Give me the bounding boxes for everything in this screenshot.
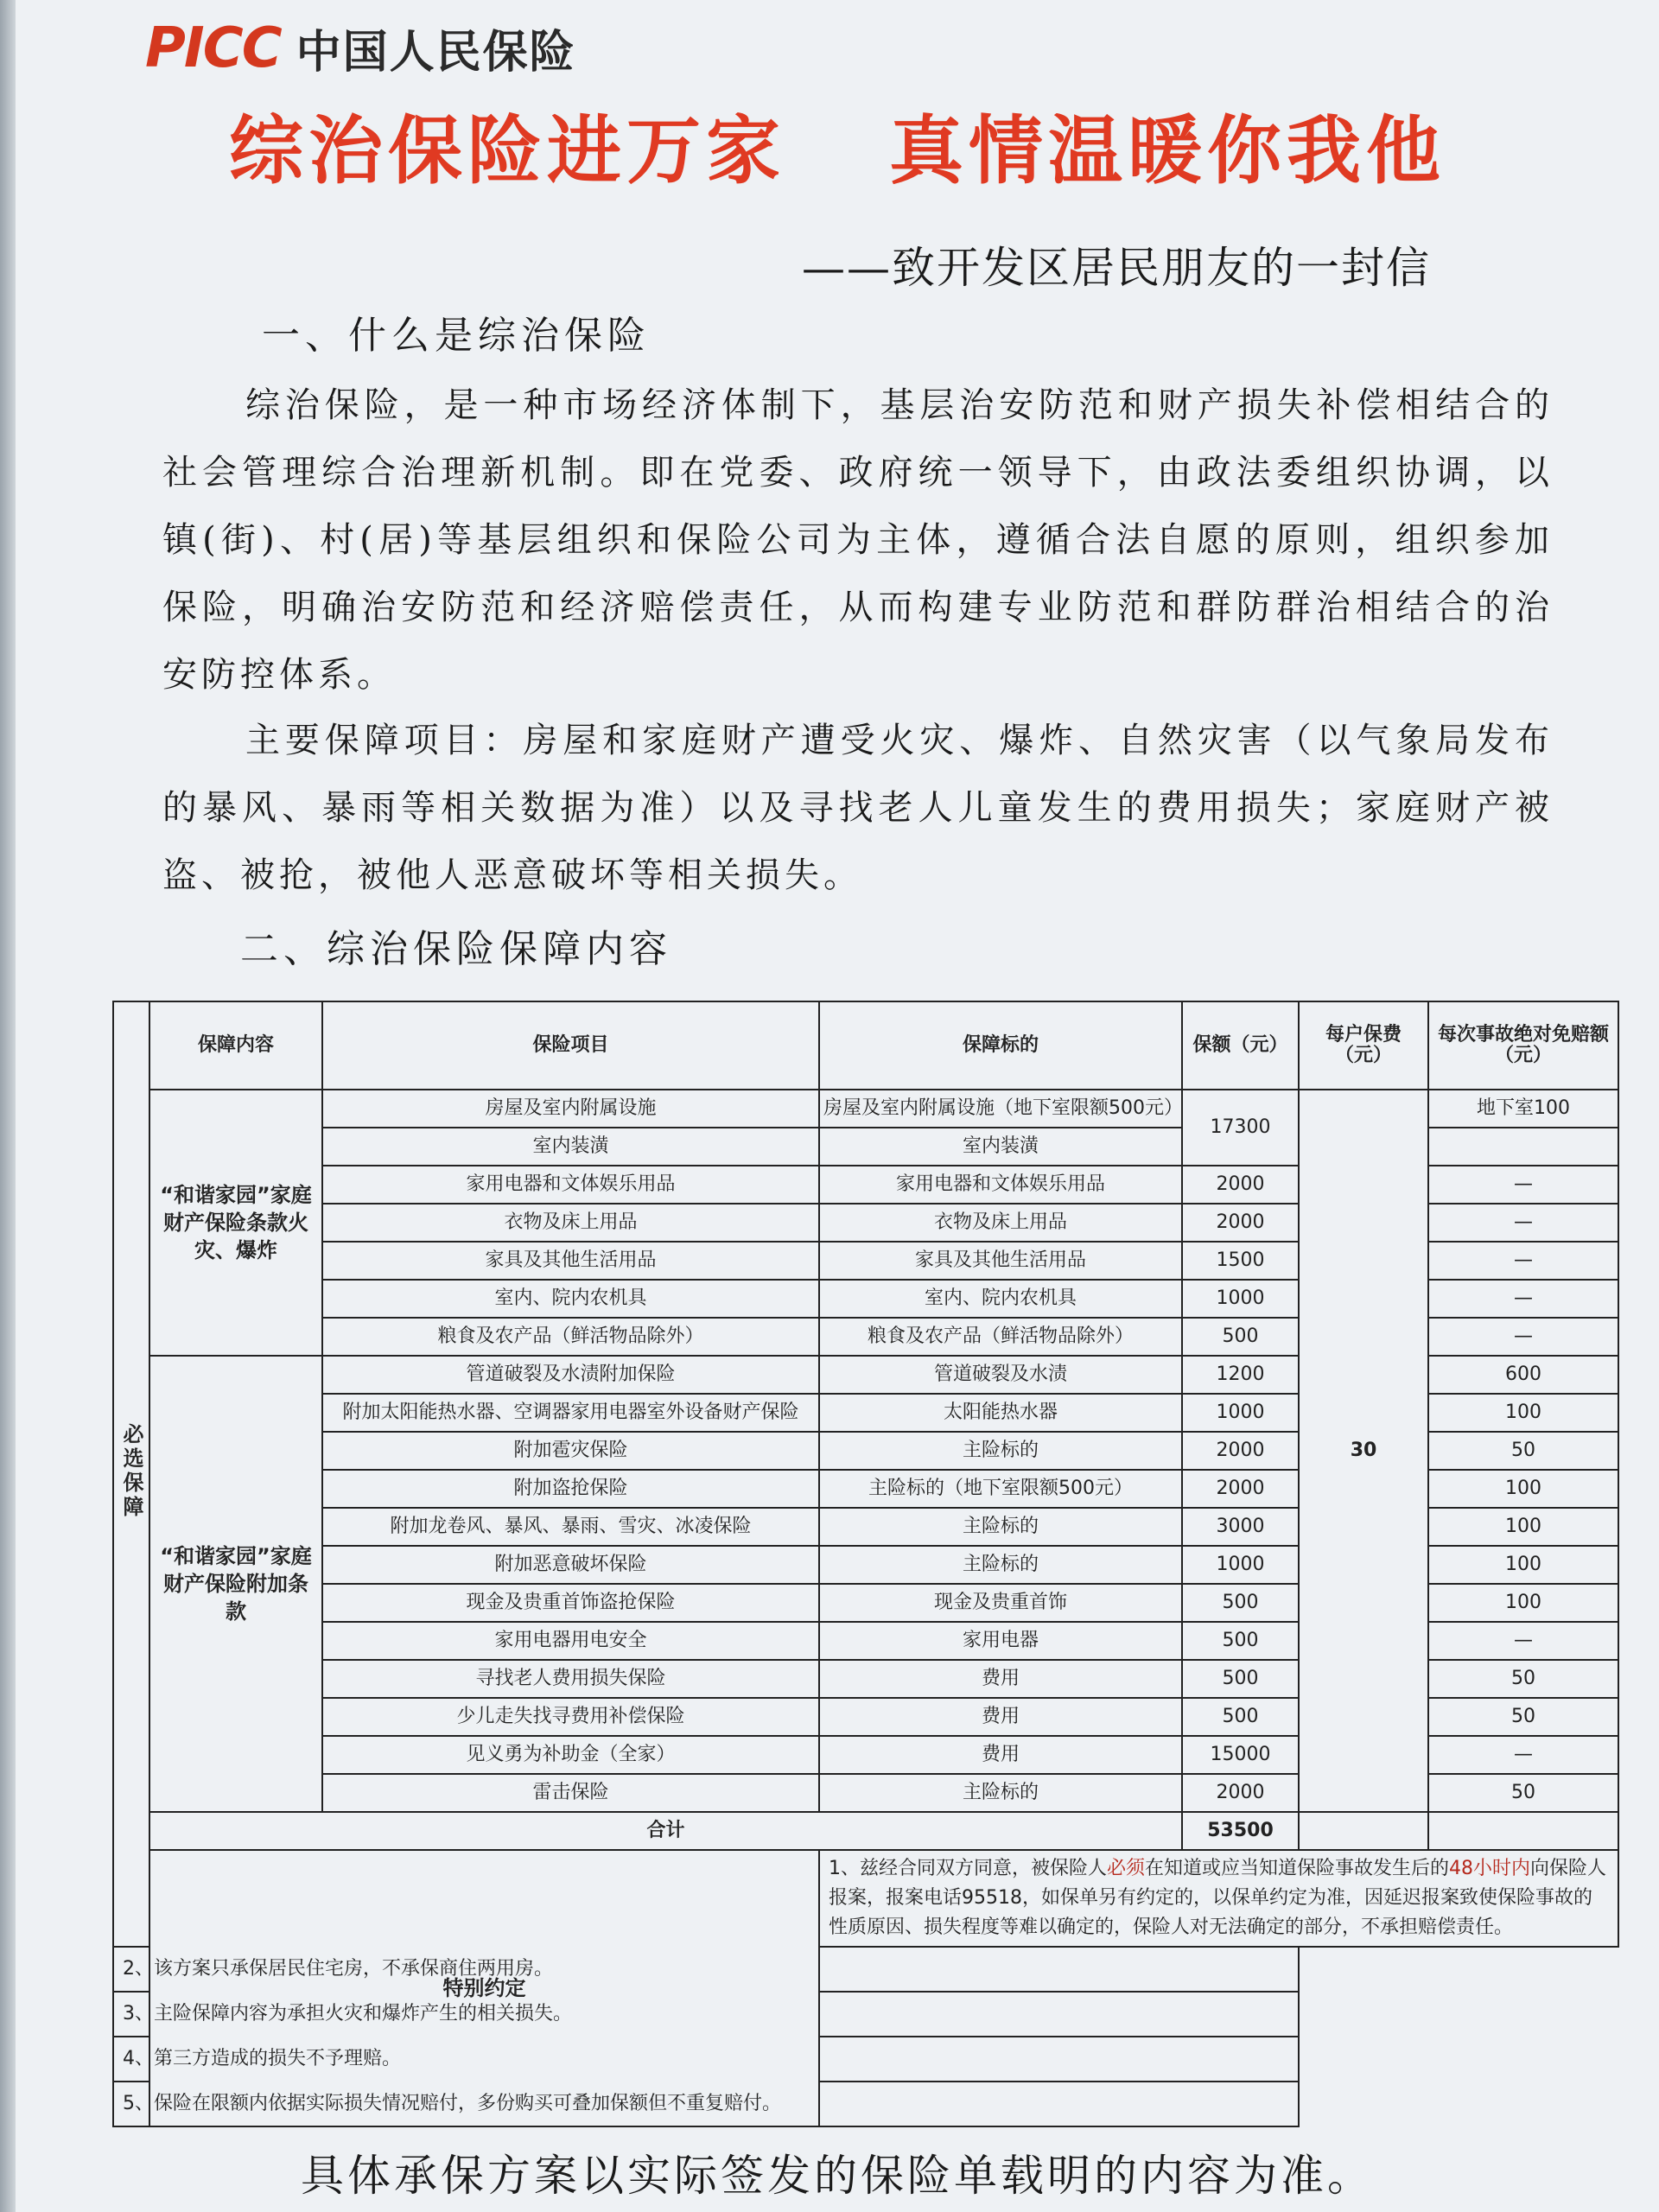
footer-note: 具体承保方案以实际签发的保险单载明的内容为准。 (301, 2151, 1374, 2201)
row-deductible: 100 (1428, 1584, 1618, 1622)
row-item: 附加龙卷风、暴风、暴雨、雪灾、冰凌保险 (322, 1508, 819, 1546)
row-item: 雷击保险 (322, 1774, 819, 1812)
special-row (113, 2037, 1618, 2082)
row-target: 粮食及农产品（鲜活物品除外） (819, 1318, 1182, 1356)
clause1-part-c: 在知道或应当知道保险事故发生后的 (1145, 1858, 1450, 1879)
row-deductible: 50 (1428, 1698, 1618, 1736)
special-row (113, 1947, 1618, 1992)
row-amount: 2000 (1182, 1166, 1299, 1204)
special-clause-4: 4、第三方造成的损失不予理赔。 (113, 2037, 1299, 2082)
row-amount: 1000 (1182, 1546, 1299, 1584)
section1-paragraph1: 综治保险，是一种市场经济体制下，基层治安防范和财产损失补偿相结合的社会管理综合治理新机制。即在党委、政府统一领导下，由政法委组织协调，以镇(街)、村(居)等基层组织和保险公司为主体，遵循合法自愿的原则，组织参加保险，明确治安防范和经济赔偿责任，从而构建专业防范和群防群治相结合的治安防控体系。 (162, 385, 1554, 695)
side-label-cell (113, 1001, 149, 1947)
row-deductible: — (1428, 1280, 1618, 1318)
total-row (113, 1812, 1618, 1850)
row-amount: 500 (1182, 1584, 1299, 1622)
special-clause-3: 3、主险保障内容为承担火灾和爆炸产生的相关损失。 (113, 1992, 1299, 2037)
row-item: 附加恶意破坏保险 (322, 1546, 819, 1584)
header-item: 保险项目 (322, 1001, 819, 1090)
row-deductible: — (1428, 1204, 1618, 1242)
row-target: 现金及贵重首饰 (819, 1584, 1182, 1622)
section1-heading: 一、什么是综治保险 (262, 314, 651, 358)
row-deductible: 100 (1428, 1546, 1618, 1584)
row-amount: 3000 (1182, 1508, 1299, 1546)
row-item: 衣物及床上用品 (322, 1204, 819, 1242)
row-deductible: 地下室100 (1428, 1090, 1618, 1128)
row-target: 室内、院内农机具 (819, 1280, 1182, 1318)
row-deductible: — (1428, 1166, 1618, 1204)
row-target: 房屋及室内附属设施（地下室限额500元） (819, 1090, 1182, 1128)
row-deductible: 100 (1428, 1470, 1618, 1508)
side-label: 必选保障 (119, 1422, 143, 1520)
row-amount: 2000 (1182, 1470, 1299, 1508)
row-deductible: — (1428, 1736, 1618, 1774)
row-amount: 1500 (1182, 1242, 1299, 1280)
row-target: 家具及其他生活用品 (819, 1242, 1182, 1280)
row-item: 附加盗抢保险 (322, 1470, 819, 1508)
special-clause-2: 2、该方案只承保居民住宅房，不承保商住两用房。 (113, 1947, 1299, 1992)
special-row (113, 1992, 1618, 2037)
row-amount: 500 (1182, 1622, 1299, 1660)
row-deductible: 50 (1428, 1660, 1618, 1698)
row-deductible: 100 (1428, 1394, 1618, 1432)
page-edge-shadow (0, 0, 16, 2212)
row-target: 主险标的 (819, 1546, 1182, 1584)
row-deductible: 50 (1428, 1774, 1618, 1812)
row-target: 费用 (819, 1736, 1182, 1774)
row-item: 家具及其他生活用品 (322, 1242, 819, 1280)
picc-logo-mark: PICC (145, 16, 281, 80)
group1-label: “和谐家园”家庭财产保险条款火灾、爆炸 (149, 1090, 322, 1356)
total-premium-blank (1299, 1812, 1428, 1850)
row-item: 寻找老人费用损失保险 (322, 1660, 819, 1698)
row-amount-merged: 17300 (1182, 1090, 1299, 1166)
header-premium: 每户保费（元） (1299, 1001, 1428, 1090)
special-label: 特别约定 (149, 1850, 819, 2126)
coverage-table (112, 1001, 1619, 2127)
total-value: 53500 (1182, 1812, 1299, 1850)
total-label: 合计 (149, 1812, 1182, 1850)
letter-subtitle: ——致开发区居民朋友的一封信 (802, 243, 1431, 293)
header-content: 保障内容 (149, 1001, 322, 1090)
coverage-table-wrap (112, 1001, 1618, 2127)
row-amount: 2000 (1182, 1774, 1299, 1812)
special-row (113, 2082, 1618, 2126)
row-item: 管道破裂及水渍附加保险 (322, 1356, 819, 1394)
row-target: 费用 (819, 1660, 1182, 1698)
header-target: 保障标的 (819, 1001, 1182, 1090)
row-amount: 500 (1182, 1660, 1299, 1698)
special-row (113, 1850, 1618, 1947)
row-item: 现金及贵重首饰盗抢保险 (322, 1584, 819, 1622)
row-deductible: 600 (1428, 1356, 1618, 1394)
row-target: 主险标的 (819, 1774, 1182, 1812)
row-target: 主险标的（地下室限额500元） (819, 1470, 1182, 1508)
row-amount: 1000 (1182, 1394, 1299, 1432)
row-target: 室内装潢 (819, 1128, 1182, 1166)
group2-label: “和谐家园”家庭财产保险附加条款 (149, 1356, 322, 1812)
row-item: 粮食及农产品（鲜活物品除外） (322, 1318, 819, 1356)
table-row (113, 1090, 1618, 1128)
row-amount: 15000 (1182, 1736, 1299, 1774)
row-item: 附加雹灾保险 (322, 1432, 819, 1470)
insurance-letter-page (16, 0, 1659, 2212)
clause1-must: 必须 (1107, 1858, 1146, 1879)
row-item: 室内、院内农机具 (322, 1280, 819, 1318)
row-amount: 1200 (1182, 1356, 1299, 1394)
row-target: 主险标的 (819, 1432, 1182, 1470)
row-deductible: — (1428, 1242, 1618, 1280)
row-deductible: 100 (1428, 1508, 1618, 1546)
row-item: 少儿走失找寻费用补偿保险 (322, 1698, 819, 1736)
total-deductible-blank (1428, 1812, 1618, 1850)
slogan-left: 综治保险进万家 (229, 107, 785, 194)
clause1-part-a: 1、兹经合同双方同意，被保险人 (829, 1858, 1107, 1879)
row-amount: 1000 (1182, 1280, 1299, 1318)
row-item: 见义勇为补助金（全家） (322, 1736, 819, 1774)
row-deductible: — (1428, 1318, 1618, 1356)
row-target: 主险标的 (819, 1508, 1182, 1546)
special-clause-5: 5、保险在限额内依据实际损失情况赔付，多份购买可叠加保额但不重复赔付。 (113, 2082, 1299, 2126)
clause1-part-e: 向保险人报案，报案电话95518，如保单另有约定的，以保单约定为准，因延迟报案致使保险事故的性质原因、损失程度等难以确定的，保险人对无法确定的部分，不承担赔偿责任。 (829, 1858, 1607, 1938)
header-deductible: 每次事故绝对免赔额（元） (1428, 1001, 1618, 1090)
row-deductible (1428, 1128, 1618, 1166)
row-item: 家用电器用电安全 (322, 1622, 819, 1660)
row-amount: 500 (1182, 1318, 1299, 1356)
picc-logo (145, 16, 576, 80)
row-amount: 2000 (1182, 1432, 1299, 1470)
row-deductible: — (1428, 1622, 1618, 1660)
row-amount: 2000 (1182, 1204, 1299, 1242)
row-target: 家用电器和文体娱乐用品 (819, 1166, 1182, 1204)
row-item: 室内装潢 (322, 1128, 819, 1166)
header-amount: 保额（元） (1182, 1001, 1299, 1090)
row-deductible: 50 (1428, 1432, 1618, 1470)
row-item: 房屋及室内附属设施 (322, 1090, 819, 1128)
company-name: 中国人民保险 (296, 27, 576, 79)
row-item: 家用电器和文体娱乐用品 (322, 1166, 819, 1204)
section1-paragraph2: 主要保障项目：房屋和家庭财产遭受火灾、爆炸、自然灾害（以气象局发布的暴风、暴雨等相关数据为准）以及寻找老人儿童发生的费用损失；家庭财产被盗、被抢，被他人恶意破坏等相关损失。 (162, 721, 1554, 895)
premium-cell: 30 (1299, 1090, 1428, 1812)
row-target: 费用 (819, 1698, 1182, 1736)
table-header-row (113, 1001, 1618, 1090)
clause1-48h: 48小时内 (1449, 1858, 1531, 1879)
special-clause-1 (819, 1850, 1618, 1947)
row-target: 家用电器 (819, 1622, 1182, 1660)
row-target: 太阳能热水器 (819, 1394, 1182, 1432)
slogan-right: 真情温暖你我他 (889, 107, 1446, 194)
row-amount: 500 (1182, 1698, 1299, 1736)
section2-heading: 二、综治保险保障内容 (240, 927, 672, 971)
row-target: 衣物及床上用品 (819, 1204, 1182, 1242)
row-target: 管道破裂及水渍 (819, 1356, 1182, 1394)
slogan-banner (16, 91, 1659, 198)
row-item: 附加太阳能热水器、空调器家用电器室外设备财产保险 (322, 1394, 819, 1432)
